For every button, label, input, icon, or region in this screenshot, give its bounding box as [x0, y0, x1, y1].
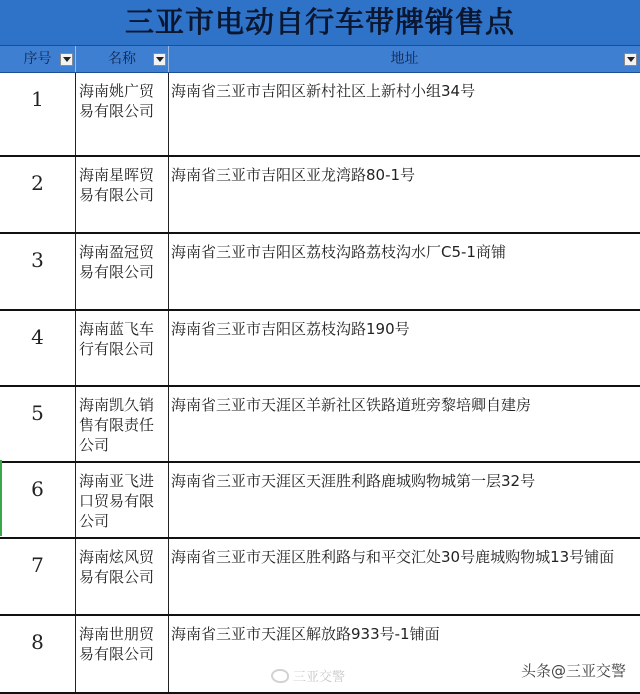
address-cell: 海南省三亚市天涯区解放路933号-1铺面	[171, 625, 440, 643]
weibo-logo-icon	[271, 669, 289, 683]
name-cell: 海南姚广贸易有限公司	[76, 73, 169, 155]
name-cell: 海南凯久销售有限责任公司	[76, 387, 169, 461]
page-title: 三亚市电动自行车带牌销售点	[124, 5, 515, 39]
seq-cell: 7	[0, 539, 76, 614]
filter-address-button[interactable]	[624, 53, 637, 66]
address-cell: 海南省三亚市天涯区天涯胜利路鹿城购物城第一层32号	[171, 472, 536, 490]
table-body	[0, 73, 640, 694]
seq-cell: 4	[0, 311, 76, 385]
address-cell: 海南省三亚市吉阳区荔枝沟路荔枝沟水厂C5-1商铺	[171, 243, 506, 261]
table-row[interactable]	[0, 387, 640, 463]
table-row[interactable]	[0, 463, 640, 539]
table-row[interactable]	[0, 311, 640, 387]
name-cell: 海南炫风贸易有限公司	[76, 539, 169, 614]
watermark-center	[271, 666, 345, 685]
name-cell: 海南星晖贸易有限公司	[76, 157, 169, 232]
watermark-center-text: 三亚交警	[293, 670, 346, 685]
chevron-down-icon	[156, 57, 164, 62]
row-selection-marker	[0, 460, 2, 536]
table-row[interactable]	[0, 73, 640, 157]
table-row[interactable]	[0, 157, 640, 234]
title-bar	[0, 0, 640, 45]
seq-cell: 6	[0, 463, 76, 537]
address-cell: 海南省三亚市吉阳区荔枝沟路190号	[171, 320, 410, 338]
header-name-label: 名称	[108, 51, 136, 67]
name-cell: 海南世朋贸易有限公司	[76, 616, 169, 692]
seq-cell: 1	[0, 73, 76, 155]
address-cell: 海南省三亚市天涯区羊新社区铁路道班旁黎培卿自建房	[171, 396, 532, 414]
header-address	[169, 46, 640, 72]
header-address-label: 地址	[390, 51, 419, 67]
seq-cell: 3	[0, 234, 76, 309]
address-cell: 海南省三亚市吉阳区新村社区上新村小组34号	[171, 82, 476, 100]
address-cell: 海南省三亚市天涯区胜利路与和平交汇处30号鹿城购物城13号铺面	[171, 548, 615, 566]
table-header	[0, 45, 640, 73]
table-row[interactable]	[0, 234, 640, 311]
table-row[interactable]	[0, 539, 640, 616]
name-cell: 海南盈冠贸易有限公司	[76, 234, 169, 309]
chevron-down-icon	[63, 57, 71, 62]
chevron-down-icon	[627, 57, 635, 62]
filter-name-button[interactable]	[153, 53, 166, 66]
seq-cell: 2	[0, 157, 76, 232]
name-cell: 海南亚飞进口贸易有限公司	[76, 463, 169, 537]
watermark-right: 头条@三亚交警	[520, 662, 626, 680]
name-cell: 海南蓝飞车行有限公司	[76, 311, 169, 385]
seq-cell: 8	[0, 616, 76, 692]
header-seq-label: 序号	[23, 51, 52, 67]
seq-cell: 5	[0, 387, 76, 461]
filter-seq-button[interactable]	[60, 53, 73, 66]
address-cell: 海南省三亚市吉阳区亚龙湾路80-1号	[171, 166, 416, 184]
